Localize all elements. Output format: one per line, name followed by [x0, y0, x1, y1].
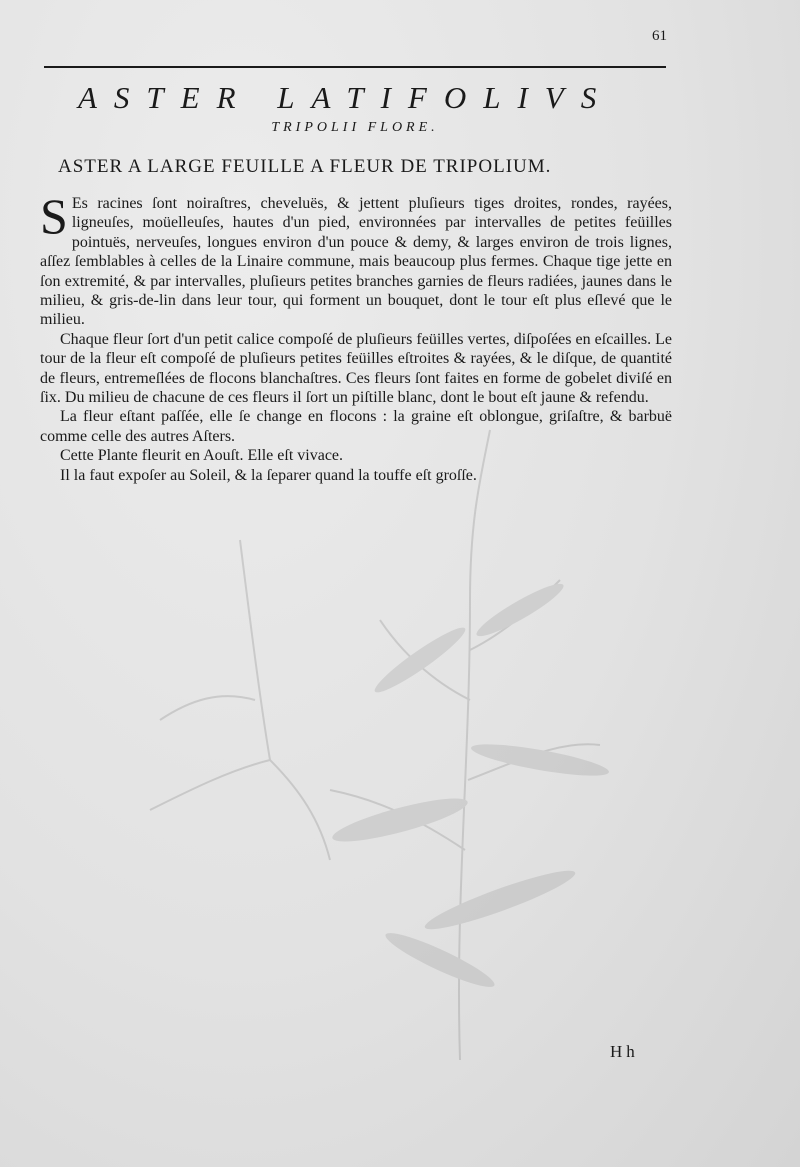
paragraph-2: Chaque fleur ſort d'un petit calice compoſé de pluſieurs feüilles vertes, diſpoſées en eſcailles. Le tour de la fleur eſt compoſé de pluſieurs petites feüilles eſtroites & rayées, & le diſque, de quantité de fleurs, entremeſlées de flocons blanchaſtres. Ces fleurs ſont faites en forme de gobelet diviſé en ſix. Du milieu de chacune de ces fleurs il ſort un piſtille blanc, dont le bout eſt jaune & refendu.: [40, 330, 672, 407]
latin-subtitle: TRIPOLII FLORE.: [271, 120, 439, 135]
drop-cap: S: [40, 188, 68, 244]
page-number: 61: [652, 28, 667, 44]
signature-mark: Hh: [610, 1042, 639, 1061]
paragraph-1: [40, 188, 672, 330]
paragraph-3: La fleur eſtant paſſée, elle ſe change en flocons : la graine eſt oblongue, griſaſtre, & barbuë comme celle des autres Aſters.: [40, 408, 672, 445]
header-rule: [44, 66, 666, 68]
french-title: ASTER A LARGE FEUILLE A FLEUR DE TRIPOLIUM.: [58, 156, 552, 177]
paragraph-1-text: Es racines ſont noiraſtres, cheveluës, & jettent pluſieurs tiges droites, rondes, rayées, ligneuſes, moüelleuſes, hautes d'un pied, environnées par intervalles de petites feüilles pointuës, nerveuſes, longues environ d'un pouce & demy, & larges environ de trois lignes, aſſez ſemblables à celles de la Linaire commune, mais beaucoup plus fermes. Chaque tige jette en ſon extremité, & par intervalles, pluſieurs petites branches garnies de fleurs radiées, jaunes dans le milieu, & gris-de-lin dans leur tour, qui forment un bouquet, dont le tour eſt plus eſlevé que le milieu.: [40, 195, 672, 329]
paragraph-5: Il la faut expoſer au Soleil, & la ſeparer quand la touffe eſt groſſe.: [60, 466, 477, 484]
paragraph-4: Cette Plante fleurit en Aouſt. Elle eſt vivace.: [60, 447, 344, 465]
latin-title: ASTER LATIFOLIVS: [78, 80, 614, 115]
description-text: [40, 188, 672, 485]
